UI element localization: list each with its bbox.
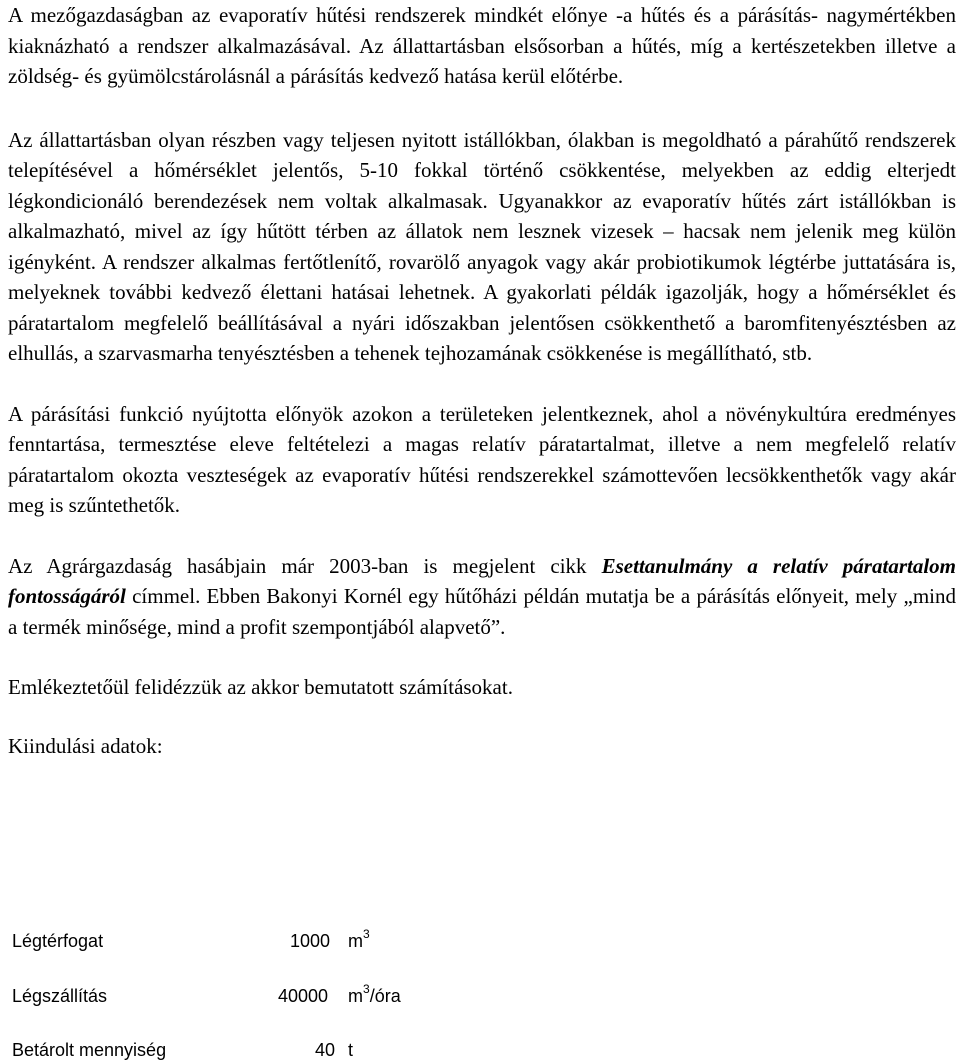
data-value: 40 [315, 1040, 336, 1060]
data-unit: $m^3$ [348, 927, 370, 951]
data-row-stored-quantity [6, 1040, 606, 1064]
paragraph-reminder: Emlékeztetőül felidézzük az akkor bemutatott számításokat. [8, 675, 513, 699]
article-ref-before: Az Agrárgazdaság hasábjain már 2003-ban is megjelent cikk [8, 553, 602, 578]
data-row-air-volume [6, 927, 606, 955]
data-unit: t [348, 1040, 354, 1060]
paragraph-humidification: A párásítási funkció nyújtotta előnyök azokon a területeken jelentkeznek, ahol a növénykultúra eredményes fenntartása, termesztése eleve feltételezi a magas relatív páratartalmat, illetve a nem megfelelő relatív páratartalom okozta veszteségek az evaporatív hűtési rendszerekkel számottevően lecsökkenthetők vagy akár meg is szűntethetők. [8, 401, 956, 517]
data-label: Légtérfogat [12, 931, 104, 951]
paragraph-article-reference [8, 551, 956, 643]
document-page [8, 0, 956, 761]
data-row-air-flow [6, 982, 606, 1010]
data-label: Betárolt mennyiség [12, 1040, 167, 1060]
article-title: Esettanulmány a relatív páratartalom fontosságáról [8, 553, 956, 608]
article-ref-after: címmel. Ebben Bakonyi Kornél egy hűtőházi példán mutatja be a párásítás előnyeit, mely „mind a termék minősége, mind a profit szempontjából alapvető”. [8, 584, 956, 639]
data-value: 1000 [290, 931, 331, 951]
data-unit: $m^3$/óra [348, 982, 401, 1006]
paragraph-initial-data-heading: Kiindulási adatok: [8, 733, 163, 758]
paragraph-livestock: Az állattartásban olyan részben vagy teljesen nyitott istállókban, ólakban is megoldható a párahűtő rendszerek telepítésével a hőmérséklet jelentős, 5-10 fokkal történő csökkentése, melyekben az eddig elterjedt légkondicionáló berendezések nem voltak alkalmasak. Ugyanakkor az evaporatív hűtés zárt istállókban is alkalmazható, mivel az így hűtött térben az állatok nem lesznek vizesek – hacsak nem jelenik meg külön igényként. A rendszer alkalmas fertőtlenítő, rovarölő anyagok vagy akár probiotikumok légtérbe juttatására is, melyeknek további kedvező élettani hatásai lehetnek. A gyakorlati példák igazolják, hogy a hőmérséklet és páratartalom megfelelő beállításával a nyári időszakban jelentősen csökkenthető a baromfitenyésztésben az elhullás, a szarvasmarha tenyésztésben a tehenek tejhozamának csökkenése is megállítható, stb. [8, 127, 956, 365]
data-label: Légszállítás [12, 986, 108, 1006]
data-value: 40000 [278, 986, 329, 1006]
paragraph-intro: A mezőgazdaságban az evaporatív hűtési rendszerek mindkét előnye -a hűtés és a párásítás- nagymértékben kiaknázható a rendszer alkalmazásával. Az állattartásban elsősorban a hűtés, míg a kertészetekben illetve a zöldség- és gyümölcstárolásnál a párásítás kedvező hatása kerül előtérbe. [8, 3, 956, 88]
